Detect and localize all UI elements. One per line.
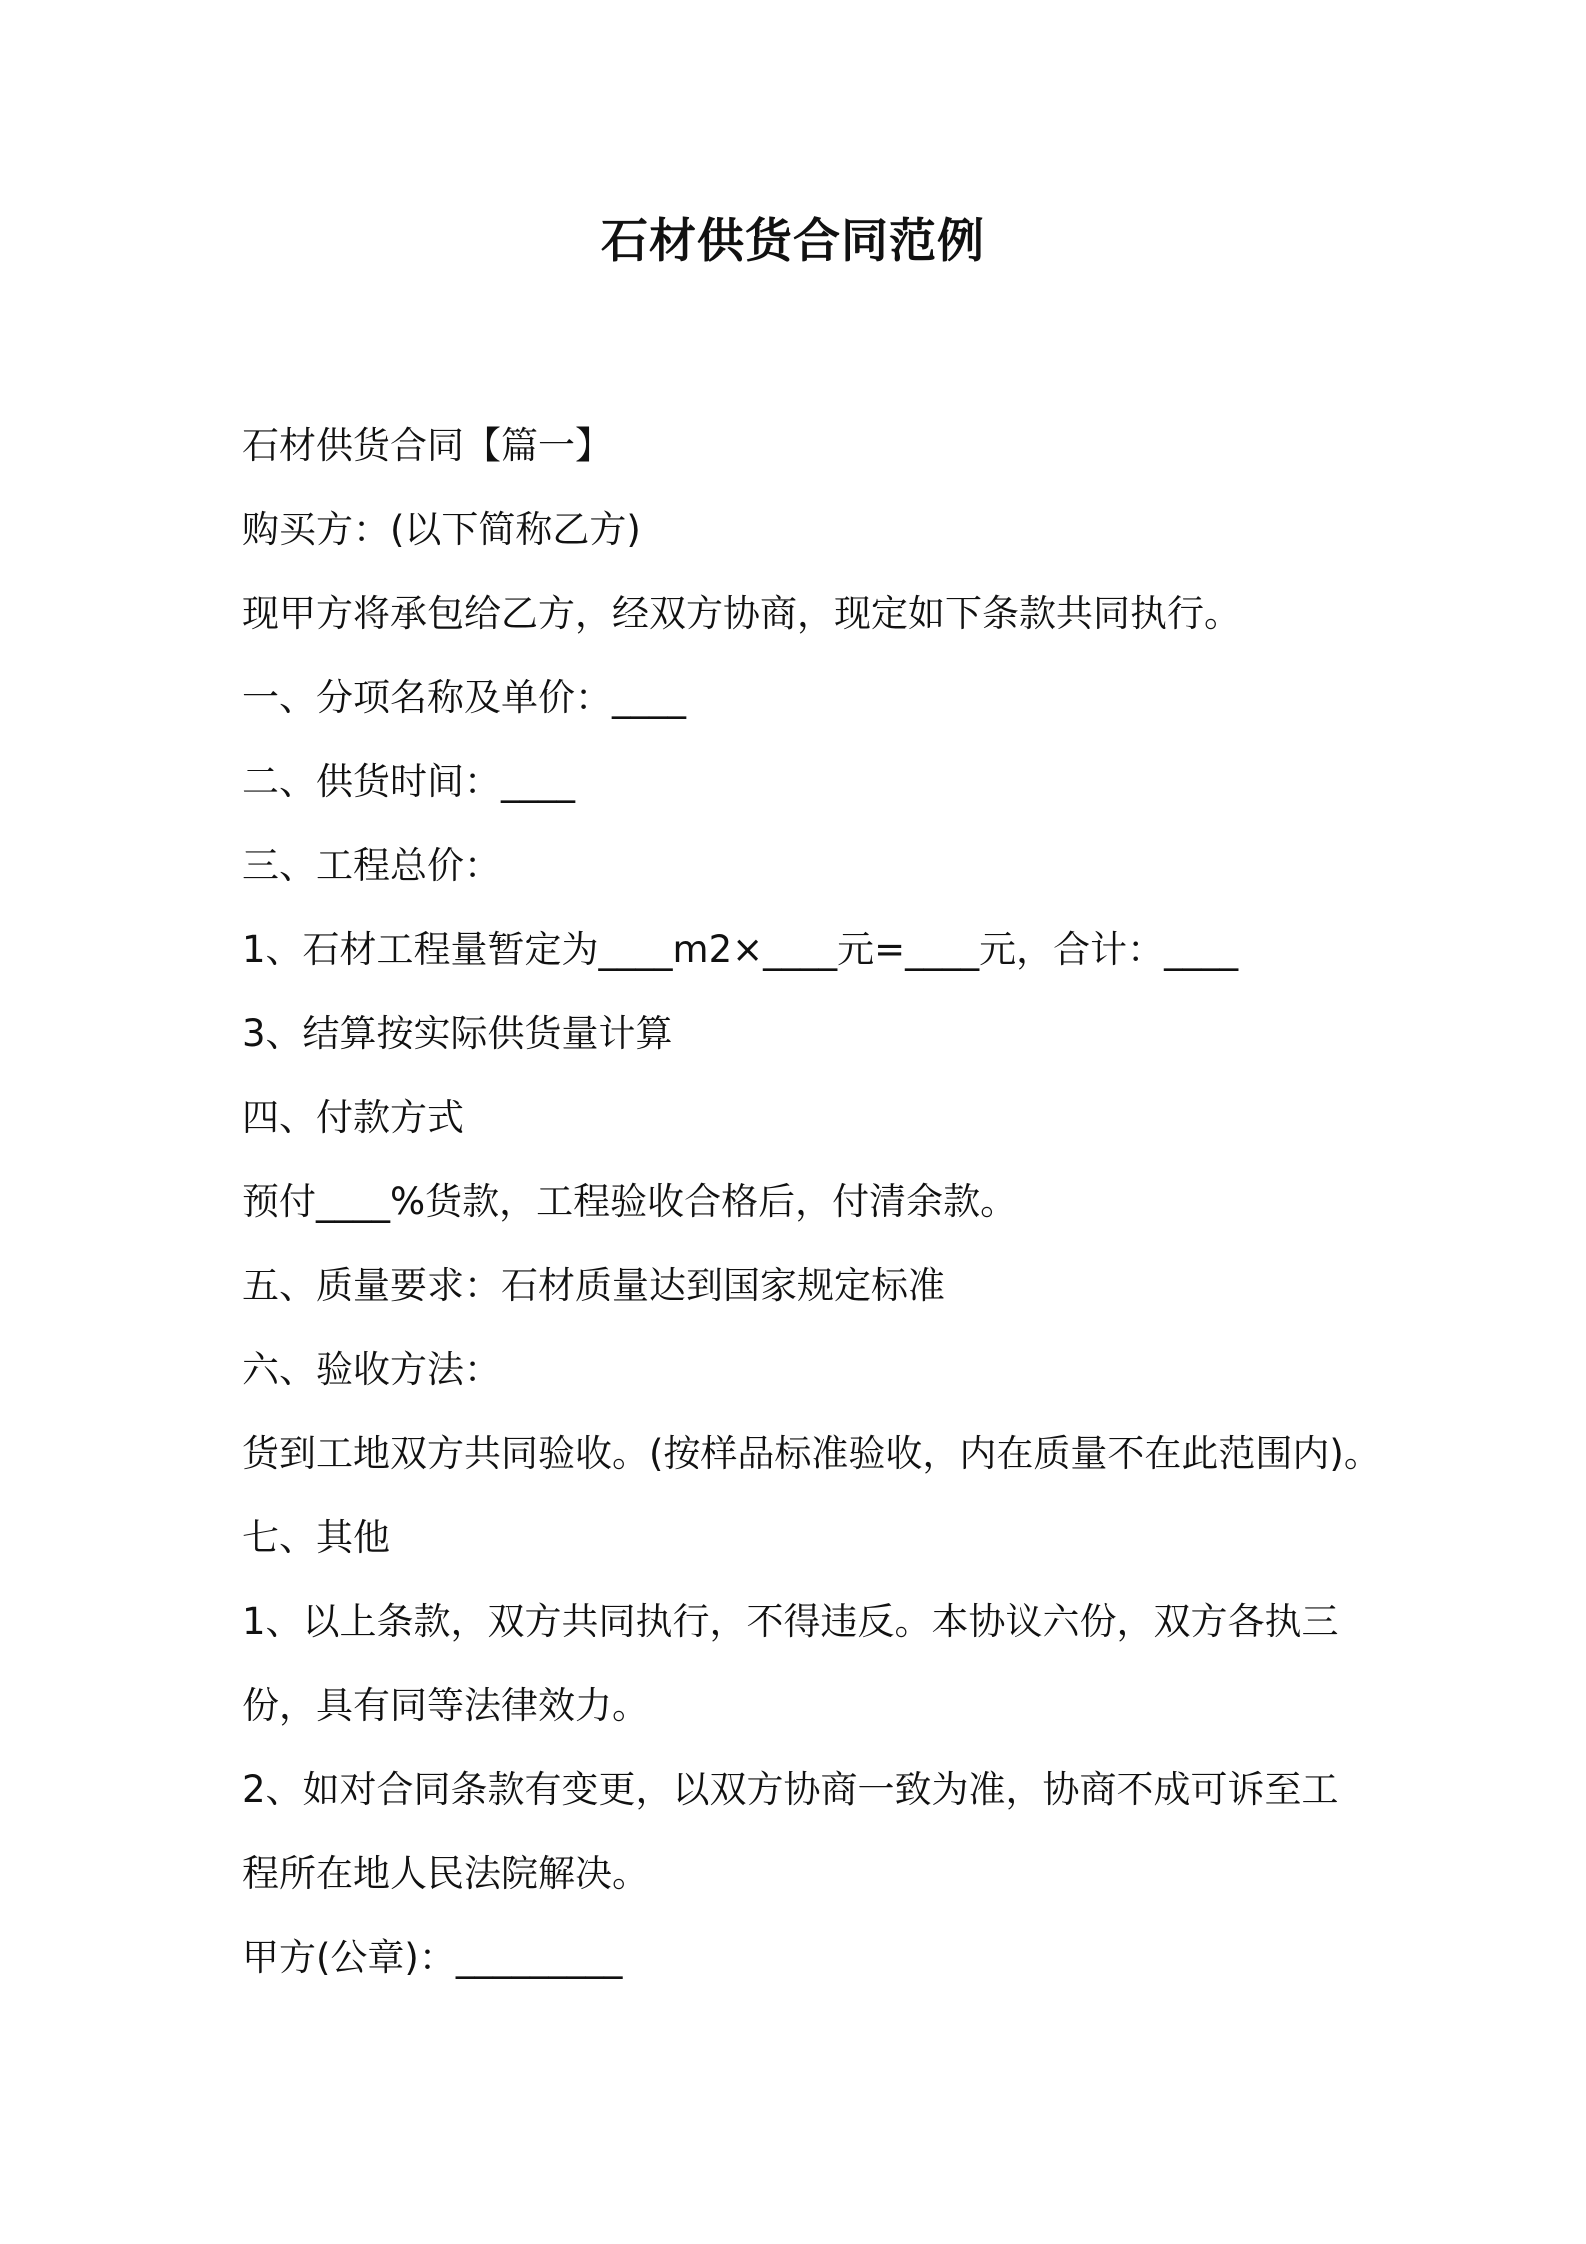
clause-4-detail: 预付____%货款，工程验收合格后，付清余款。: [242, 1180, 1018, 1223]
clause-7-item-2: 2、如对合同条款有变更，以双方协商一致为准，协商不成可诉至工程所在地人民法院解决。: [242, 1768, 1339, 1895]
clause-4-payment: 四、付款方式: [242, 1096, 464, 1139]
document-body: [242, 404, 1381, 2000]
clause-1-item-price: 一、分项名称及单价：____: [242, 676, 686, 719]
clause-6-acceptance: 六、验收方法：: [242, 1348, 501, 1391]
clause-2-supply-time: 二、供货时间：____: [242, 760, 575, 803]
party-a-seal-line: 甲方(公章)：_________: [242, 1936, 623, 1979]
document-title: 石材供货合同范例: [601, 214, 985, 269]
clause-7-item-1: 1、以上条款，双方共同执行，不得违反。本协议六份，双方各执三份，具有同等法律效力。: [242, 1600, 1339, 1727]
clause-6-detail: 货到工地双方共同验收。(按样品标准验收，内在质量不在此范围内)。: [242, 1432, 1381, 1475]
clause-3-item-1: 1、石材工程量暂定为____m2×____元=____元，合计：____: [242, 928, 1239, 971]
clause-7-other: 七、其他: [242, 1516, 390, 1559]
clause-5-quality: 五、质量要求：石材质量达到国家规定标准: [242, 1264, 945, 1307]
intro-paragraph: 现甲方将承包给乙方，经双方协商，现定如下条款共同执行。: [242, 592, 1241, 635]
clause-3-item-3: 3、结算按实际供货量计算: [242, 1012, 673, 1055]
clause-3-total-price: 三、工程总价：: [242, 844, 501, 887]
buyer-line: 购买方：(以下简称乙方): [242, 508, 641, 551]
section-heading: 石材供货合同【篇一】: [242, 424, 612, 467]
